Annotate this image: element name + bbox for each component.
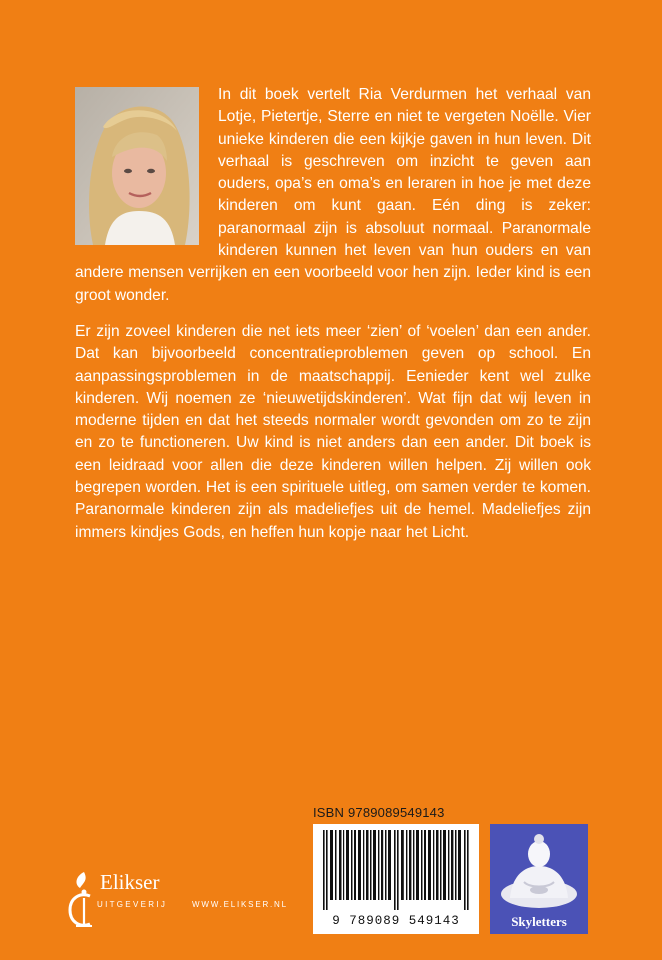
publisher-subtitle: UITGEVERIJ	[97, 900, 168, 909]
body-text: Er zijn zoveel kinderen die net iets meer ‘zien’ of ‘voelen’ dan een ander. Dat kan bijvoorbeeld concentratieproblemen geven op school. En aanpassingsproblemen in de maatschappij. Eenieder kent wel zulke kinderen. Wij noemen ze ‘nieuwetijdskinderen’. Wat fijn dat wij leven in moderne tijden en dat het steeds normaler wordt gevonden om zo te zijn en zo te functioneren. Uw kind is niet anders dan een ander. Dit boek is een leidraad voor allen die deze kinderen willen helpen. Zij willen ook begrepen worden. Het is een spirituele uitleg, om samen verder te komen. Paranormale kinderen zijn als madeliefjes uit de hemel. Madeliefjes zijn immers kindjes Gods, en heffen hun kopje naar het Licht.	[75, 323, 591, 541]
barcode-digits: 9 789089 549143	[332, 914, 460, 928]
buddha-icon	[490, 824, 588, 916]
elikser-emblem-icon	[62, 868, 102, 932]
publisher-url: WWW.ELIKSER.NL	[192, 900, 288, 909]
intro-paragraph	[75, 84, 591, 307]
photo-spacer	[75, 84, 218, 262]
intro-text: In dit boek vertelt Ria Verdurmen het verhaal van Lotje, Pietertje, Sterre en niet te vergeten Noëlle. Vier unieke kinderen die een kijkje gaven in hun leven. Dit verhaal is geschreven om inzicht te geven aan ouders, opa’s en oma’s en leraren in hoe je met deze kinderen om kunt gaan. Eén ding is zeker: paranormaal zijn is absoluut normaal. Paranormale kinderen kunnen het leven van hun ouders en van andere mensen verrijken en een voorbeeld voor hen zijn. Ieder kind is een groot wonder.	[75, 86, 591, 304]
body-paragraph	[75, 321, 591, 544]
publisher-name: Elikser	[100, 870, 160, 894]
skyletters-label: Skyletters	[511, 914, 567, 929]
skyletters-imprint	[490, 824, 588, 934]
isbn-label: ISBN 9789089549143	[313, 805, 445, 820]
barcode-bars	[313, 824, 479, 914]
